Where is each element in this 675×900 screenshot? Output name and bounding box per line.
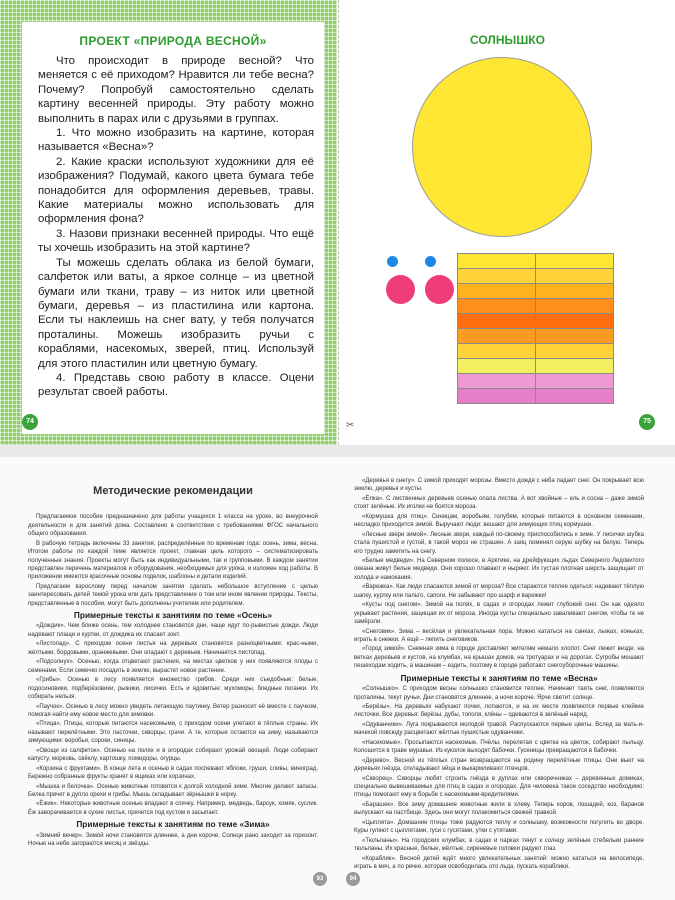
sun-title: СОЛНЫШКО (470, 33, 545, 47)
ray-strip (535, 299, 614, 314)
spring-text: «Тюльпаны». На городских клумбах, в садах и парках тянут к солнцу зелёные стебельки ранние тюльпаны. Их красные, белые, жёлтые, сиреневые головки радуют глаз. (354, 837, 644, 853)
winter-heading: Примерные тексты к занятиям по теме «Зима» (76, 819, 270, 830)
intro-paragraph: Предлагаем взрослому перед началом занятия сделать небольшое вступление с целью заинтересовать детей темой урока или дать представление о том или ином явлении природы. Тексты, представленные в пособии, могут быть дополнены учителем или родителем. (28, 583, 318, 607)
autumn-heading: Примерные тексты к занятиям по теме «Осень» (73, 610, 273, 621)
winter-text: «Город зимой». Снежная зима в городе доставляет жителям немало хлопот. Снег лежит везде: на ветках деревьев и кустов, на клумбах, на крышах домов, на тротуарах и на дорогах. Сугробы мешают пешеходам ходить, а машинам – ездить, поэтому в городе работают снегоуборочные машины. (354, 646, 644, 670)
top-spread (0, 0, 675, 445)
winter-text: «Белые медведи». На Северном полюсе, в Арктике, на дрейфующих льдах Северного Ледовитого океана живут белые медведи. Они хорошо плавают и ныряют. Их густая плотная шерсть защищает от холода и намокания. (354, 558, 644, 581)
page-number-74: 74 (22, 414, 38, 430)
cheek-circle-left (386, 275, 415, 304)
ray-strip (535, 254, 614, 269)
scissors-icon: ✂ (346, 420, 355, 431)
eye-dot-right (425, 256, 436, 267)
autumn-text: «Птица». Птицы, которые питаются насекомыми, с приходом осени улетают в тёплые страны. Их называют перелётными. Это ласточки, скворцы, грачи. А те, которые остаются на зиму, называются зимующими: воробьи, сороки, синицы. (28, 721, 318, 745)
autumn-text: «Ёжик». Некоторые животные осенью впадают в спячку. Например, медведь, барсук, хомяк, суслик. Ёж заворачивается в сухие листья, прячется под кустом и засыпает. (28, 801, 318, 816)
page-number-75: 75 (639, 414, 655, 430)
winter-text: «Зимний вечер». Зимой ночи становятся длиннее, а дни короче. Солнце рано заходит за горизонт. Ночью на небе загораются месяц и звёзды. (28, 832, 318, 848)
ray-strips-table (457, 253, 614, 404)
spring-text: «Кораблик». Весной детей ждёт много увлекательных занятий: можно кататься на велосипеде, играть в мяч, а по речке, которая освободилась ото льда, пускать кораблики. (354, 855, 644, 871)
methodical-column-right (354, 477, 644, 873)
autumn-text: «Паучок». Осенью в лесу можно увидеть летающую паутинку. Ветер разносит её вместе с паучком, помогая найти ему новое место для зимовки. (28, 703, 318, 718)
winter-text: «Деревья в снегу». С зимой приходят морозы. Вместо дождя с неба падает снег. Он покрывает всю землю, деревья и кусты. (354, 478, 644, 493)
spring-text: «Одуванчики». Луга покрываются молодой травой. Распускаются первые цветы. Вслед за мать-и-мачехой повсюду расцветают жёлтые пушистые одуванчики. (354, 721, 644, 737)
spring-text: «Дерево». Весной из тёплых стран возвращаются на родину перелётные птицы. Они вьют на деревьях гнёзда, откладывают яйца и выкармливают птенцов. (354, 757, 644, 773)
ray-strip (535, 284, 614, 299)
intro-paragraph: Предлагаемое пособие предназначено для работы учащихся 1 класса на уроке, во внеурочной деятельности и для занятий дома. Составлено в соответствии с требованиями ФГОС начального общего образования. (28, 514, 318, 538)
winter-text: «Ёлка». С лиственных деревьев осенью опала листва. А вот хвойные – ель и сосна – даже зимой стоят зелёные. Их иголки не боятся мороза. (354, 495, 644, 511)
cheek-circle-right (425, 275, 454, 304)
ray-strip (458, 314, 536, 329)
ray-strip (458, 389, 536, 404)
ray-strip-row (458, 254, 614, 269)
spring-text: «Солнышко». С приходом весны солнышко становится теплее. Начинает таять снег, появляются проталины, текут ручьи. Дни становятся длиннее, а ночи короче. Ярче светит солнце. (354, 686, 644, 701)
autumn-text: «Листопад». С приходом осени листья на деревьях становятся разноцветными: крас-ными, жёлтыми, бордовыми, оранжевыми. Они опадают с деревьев. Начинается листопад. (28, 641, 318, 656)
page-75 (338, 0, 675, 445)
ray-strip (458, 344, 536, 359)
autumn-text: «Овощи из салфеток». Осенью на полях и в огородах собирают урожай овощей. Люди собирают капусту, морковь, свёклу, картошку, помидоры, огурцы. (28, 747, 318, 763)
project-paragraph: Что происходит в природе весной? Что меняется с её приходом? Нравится ли тебе весна? Почему? Попробуй самостоятельно сделать картину весенней природы. Эту работу можно выполнить в парах или с друзьями в группах. (38, 55, 314, 125)
project-paragraph: 1. Что можно изобразить на картине, которая называется «Весна»? (38, 127, 314, 154)
autumn-text: «Мышка и белочка». Осенью животные готовятся к долгой холодной зиме. Многие делают запасы. Белка прячет в дупло орехи и грибы. Мышь складывает зёрнышки в норку. (28, 783, 318, 798)
methodical-heading: Методические рекомендации (93, 485, 253, 497)
winter-text: «Снеговик». Зима – весёлая и увлекательная пора. Можно кататься на санках, лыжах, коньках, играть в снежки. А ещё – лепить снеговиков. (354, 628, 644, 643)
winter-text: «Кусты под снегом». Зимой на полях, в садах и огородах лежит глубокий снег. Он как одеяло укрывает растения, защищая их от мороза. Иногда кусты специально заваливают снегом, чтобы те не замёрзли. (354, 602, 644, 626)
project-paragraph: 2. Какие краски используют художники для её изображения? Подумай, какого цвета бумага тебе понадобится для оформления деревьев, травы. Какие материалы можно использовать для оформления фона? (38, 155, 314, 226)
ray-strip-row (458, 329, 614, 344)
ray-strip (535, 374, 614, 389)
page-74 (0, 0, 337, 445)
spring-text: «Берёзы». На деревьях набухают почки, лопаются, и на их месте появляются первые клейкие листочки. Все деревья: берёзы, дубы, тополя, клёны – одеваются в зелёный наряд. (354, 704, 644, 719)
ray-strip-row (458, 299, 614, 314)
winter-text: «Кормушка для птиц». Синицам, воробьям, голубям, которые питаются в основном семенами, несладко приходится зимой. Выручают люди: вешают для зимующих птиц кормушки. (354, 513, 644, 529)
winter-text: «Лесные звери зимой». Лесные звери, каждый по-своему, приспособились к зиме. У лисички шубка стала пушистой и густой, в такой мороз не страшен. А заяц поменял серую шубку на белую. Теперь его трудно заметить на снегу. (354, 531, 644, 555)
ray-strip (535, 314, 614, 329)
ray-strip-row (458, 344, 614, 359)
spring-text: «Скворец». Скворцы любят строить гнёзда в дуплах или скворечниках – деревянных домиках, специально вывешиваемых для птиц в садах и огородах. Для человека такое соседство необходимо: птицы помогают ему в борьбе с насекомыми-вредителями. (354, 775, 644, 799)
spring-text: «Барашек». Все зиму домашние животные жили в хлеву. Теперь коров, лошадей, коз, баранов выпускают на пастбище. Здесь они могут полакомиться свежей травкой. (354, 801, 644, 817)
ray-strip-row (458, 389, 614, 404)
spring-text: «Насекомые». Просыпаются насекомые. Пчёлы, перелетая с цветка на цветок, собирают пыльцу. Колошится в траве муравьи. Из куколок выходят бабочки. Гусеницы превращаются в бабочки. (354, 739, 644, 755)
intro-paragraph: В рабочую тетрадь включены 33 занятия, распределённые по временам года: осень, зима, весна. Итогом работы по каждой теме является проект, главная цель которого – систематизировать полученные знания. Проекты могут быть как индивидуальными, так и групповыми. В каждом занятии представлен перечень материалов и оборудования, необходимых для урока, и изложен ход работы. В приложении имеются красочные основы поделок, шаблоны и детали изделий. (28, 540, 318, 581)
ray-strip (535, 389, 614, 404)
project-text-box (22, 22, 324, 434)
page-94 (338, 457, 675, 900)
autumn-text: «Подсолнух». Осенью, когда отцветают растения, на местах цветков у них появляются плоды с семенами. Если семечко посадить в землю, вырастет новое растение. (28, 659, 318, 674)
ray-strip-row (458, 314, 614, 329)
project-body (38, 54, 314, 400)
ray-strip (458, 359, 536, 374)
winter-text: «Варежка». Как люди спасаются зимой от мороза? Все стараются теплее одеться: надевают тёплую шапку, куртку или пальто, сапоги. Не забывают про шарф и варежки! (354, 584, 644, 599)
autumn-text: «Дождик». Чем ближе осень, тем холоднее становятся дни, чаще идут по-рывистые дожди. Люди надевают плащи и куртки, от дождика их спасает зонт. (28, 623, 318, 638)
ray-strip (458, 329, 536, 344)
sun-circle (412, 57, 592, 237)
ray-strip-row (458, 374, 614, 389)
autumn-text: «Грибы». Осенью в лесу появляется множество грибов. Среди них съедобные: белые, подосиновики, подберёзовики, рыжики, лисички. Есть и ядовитые: мухоморы, бледные поганки. Их собирать нельзя. (28, 677, 318, 700)
bottom-spread (0, 457, 675, 900)
ray-strip (458, 254, 536, 269)
ray-strip (535, 344, 614, 359)
spring-text: «Цыплята». Домашние птицы тоже радуются теплу и солнышку, возможности погулять во дворе. Куры гуляют с цыплятами, гуси с гусятами, утки с утятами. (354, 819, 644, 835)
eye-dot-left (387, 256, 398, 267)
ray-strip (458, 284, 536, 299)
project-paragraph: 3. Назови признаки весенней природы. Что ещё ты хочешь изобразить на этой картине? (38, 227, 314, 255)
project-paragraph: Ты можешь сделать облака из белой бумаги, салфеток или ваты, а яркое солнце – из цветной бумаги или ткани, траву – из ниток или цветной бумаги, деревья – из пластилина или картона. Если ты наклеишь на снег вату, у тебя получатся проталины. Можешь изобразить ручьи с кораблями, насекомых, зверей, птиц. Используй для этого пластилин или цветную бумагу. (38, 256, 314, 370)
ray-strip (458, 299, 536, 314)
spread-gap (0, 445, 675, 457)
page-number-93: 93 (313, 872, 327, 886)
ray-strip-row (458, 359, 614, 374)
ray-strip (458, 269, 536, 284)
methodical-column-left (28, 487, 318, 850)
spring-heading: Примерные тексты к занятиям по теме «Весна» (400, 672, 598, 683)
ray-strip (458, 374, 536, 389)
ray-strip-row (458, 269, 614, 284)
ray-strip (535, 269, 614, 284)
page-number-94: 94 (346, 872, 360, 886)
ray-strip (535, 329, 614, 344)
project-paragraph: 4. Представь свою работу в классе. Оцени результат своей работы. (38, 371, 314, 399)
ray-strip-row (458, 284, 614, 299)
page-93 (0, 457, 337, 900)
ray-strip (535, 359, 614, 374)
autumn-text: «Корзина с фруктами». В конце лета и осенью в садах поспевают яблоки, груши, сливы, виноград. Бережно собранные фрукты хранят в ящиках или корзинах. (28, 765, 318, 781)
project-title: ПРОЕКТ «ПРИРОДА ВЕСНОЙ» (79, 34, 267, 48)
